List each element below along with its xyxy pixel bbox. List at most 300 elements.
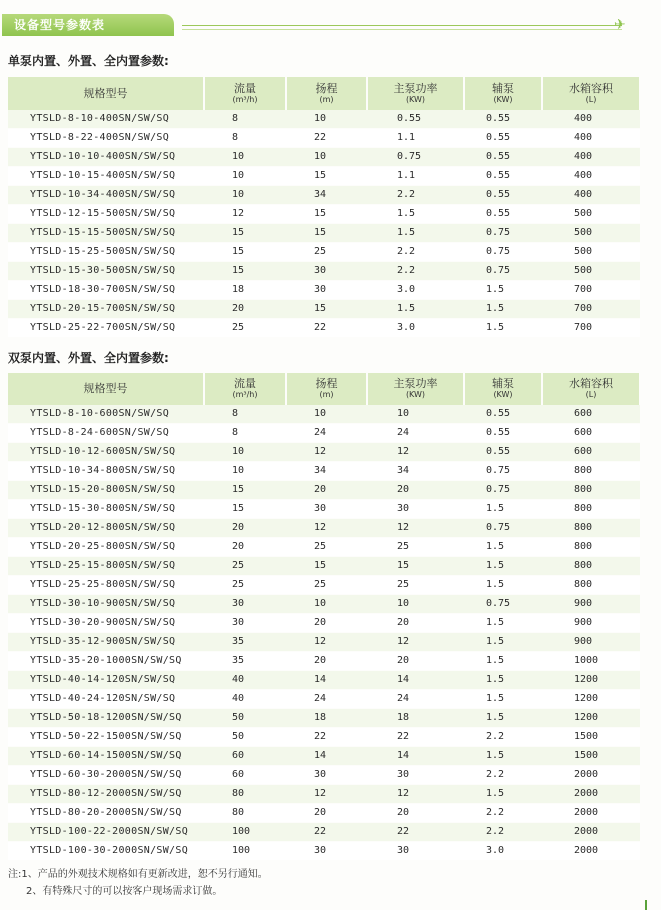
cell-head: 15: [286, 224, 367, 243]
cell-head: 12: [286, 633, 367, 652]
cell-model: YTSLD-30-10-900SN/SW/SQ: [8, 595, 204, 614]
table-body: [8, 110, 640, 338]
cell-model: YTSLD-20-25-800SN/SW/SQ: [8, 538, 204, 557]
cell-flow: 10: [204, 167, 286, 186]
table-row: [8, 823, 640, 842]
cell-model: YTSLD-25-25-800SN/SW/SQ: [8, 576, 204, 595]
table-row: [8, 300, 640, 319]
header-tab: [2, 14, 174, 36]
header-head: [286, 77, 367, 110]
cell-aux-pump: 1.5: [464, 652, 542, 671]
cell-flow: 40: [204, 671, 286, 690]
cell-tank-volume: 800: [542, 519, 640, 538]
cell-flow: 20: [204, 519, 286, 538]
cell-head: 15: [286, 167, 367, 186]
cell-aux-pump: 1.5: [464, 614, 542, 633]
header-flow: [204, 77, 286, 110]
header-head-unit: (m): [319, 94, 334, 104]
cell-model: YTSLD-10-34-800SN/SW/SQ: [8, 462, 204, 481]
cell-flow: 15: [204, 262, 286, 281]
cell-aux-pump: 1.5: [464, 633, 542, 652]
cell-flow: 15: [204, 481, 286, 500]
cell-head: 10: [286, 595, 367, 614]
cell-model: YTSLD-15-30-500SN/SW/SQ: [8, 262, 204, 281]
cell-model: YTSLD-100-22-2000SN/SW/SQ: [8, 823, 204, 842]
cell-head: 34: [286, 186, 367, 205]
cell-head: 10: [286, 405, 367, 424]
cell-flow: 20: [204, 538, 286, 557]
cell-head: 10: [286, 110, 367, 129]
cell-tank-volume: 600: [542, 443, 640, 462]
cell-head: 15: [286, 557, 367, 576]
cell-flow: 100: [204, 842, 286, 861]
cell-aux-pump: 0.55: [464, 186, 542, 205]
cell-main-power: 1.5: [367, 205, 464, 224]
cell-flow: 50: [204, 728, 286, 747]
cell-main-power: 1.1: [367, 167, 464, 186]
cell-tank-volume: 400: [542, 129, 640, 148]
cell-tank-volume: 900: [542, 614, 640, 633]
page-edge-mark: [645, 900, 647, 910]
cell-main-power: 0.75: [367, 148, 464, 167]
cell-model: YTSLD-100-30-2000SN/SW/SQ: [8, 842, 204, 861]
header-aux-pump: [464, 373, 542, 405]
cell-model: YTSLD-80-12-2000SN/SW/SQ: [8, 785, 204, 804]
cell-model: YTSLD-10-34-400SN/SW/SQ: [8, 186, 204, 205]
cell-model: YTSLD-8-24-600SN/SW/SQ: [8, 424, 204, 443]
table-row: [8, 443, 640, 462]
cell-flow: 8: [204, 129, 286, 148]
cell-tank-volume: 800: [542, 462, 640, 481]
section-header: [2, 14, 632, 38]
cell-flow: 35: [204, 633, 286, 652]
header-tank-volume-unit: (L): [585, 390, 597, 399]
cell-main-power: 30: [367, 842, 464, 861]
cell-main-power: 12: [367, 633, 464, 652]
cell-tank-volume: 1500: [542, 728, 640, 747]
cell-tank-volume: 800: [542, 538, 640, 557]
header-head: [286, 373, 367, 405]
cell-head: 18: [286, 709, 367, 728]
cell-tank-volume: 600: [542, 405, 640, 424]
cell-main-power: 24: [367, 690, 464, 709]
cell-model: YTSLD-10-15-400SN/SW/SQ: [8, 167, 204, 186]
cell-flow: 10: [204, 462, 286, 481]
cell-tank-volume: 2000: [542, 842, 640, 861]
cell-tank-volume: 1500: [542, 747, 640, 766]
cell-model: YTSLD-8-22-400SN/SW/SQ: [8, 129, 204, 148]
cell-model: YTSLD-35-20-1000SN/SW/SQ: [8, 652, 204, 671]
cell-model: YTSLD-25-15-800SN/SW/SQ: [8, 557, 204, 576]
table-row: [8, 205, 640, 224]
cell-flow: 35: [204, 652, 286, 671]
cell-head: 24: [286, 690, 367, 709]
header-tank-volume-unit: (L): [585, 94, 597, 104]
cell-flow: 100: [204, 823, 286, 842]
cell-flow: 60: [204, 747, 286, 766]
cell-head: 22: [286, 823, 367, 842]
cell-main-power: 24: [367, 424, 464, 443]
cell-main-power: 30: [367, 766, 464, 785]
cell-main-power: 22: [367, 728, 464, 747]
cell-main-power: 12: [367, 443, 464, 462]
table-row: [8, 519, 640, 538]
cell-flow: 25: [204, 557, 286, 576]
cell-flow: 40: [204, 690, 286, 709]
cell-tank-volume: 700: [542, 300, 640, 319]
cell-model: YTSLD-8-10-600SN/SW/SQ: [8, 405, 204, 424]
cell-flow: 30: [204, 614, 286, 633]
cell-model: YTSLD-35-12-900SN/SW/SQ: [8, 633, 204, 652]
cell-flow: 25: [204, 319, 286, 338]
header-aux-pump-label: 辅泵: [492, 81, 514, 95]
cell-aux-pump: 0.75: [464, 481, 542, 500]
header-main-power: [367, 373, 464, 405]
table-row: [8, 500, 640, 519]
table-row: [8, 148, 640, 167]
cell-main-power: 22: [367, 823, 464, 842]
cell-aux-pump: 2.2: [464, 823, 542, 842]
cell-main-power: 10: [367, 405, 464, 424]
cell-aux-pump: 0.55: [464, 110, 542, 129]
header-rule-secondary: [182, 29, 622, 30]
cell-tank-volume: 800: [542, 576, 640, 595]
page-title: 设备型号参数表: [14, 18, 106, 32]
cell-head: 30: [286, 281, 367, 300]
cell-tank-volume: 400: [542, 110, 640, 129]
header-head-label: 扬程: [315, 377, 338, 390]
table-row: [8, 281, 640, 300]
cell-aux-pump: 1.5: [464, 785, 542, 804]
table-row: [8, 709, 640, 728]
cell-aux-pump: 1.5: [464, 747, 542, 766]
cell-model: YTSLD-30-20-900SN/SW/SQ: [8, 614, 204, 633]
cell-main-power: 20: [367, 614, 464, 633]
cell-main-power: 10: [367, 595, 464, 614]
footnote-2: 2、有特殊尺寸的可以按客户现场需求订做。: [26, 886, 223, 897]
header-head-label: 扬程: [315, 81, 338, 95]
cell-tank-volume: 1200: [542, 709, 640, 728]
header-aux-pump-unit: (KW): [493, 94, 513, 104]
cell-head: 15: [286, 205, 367, 224]
table-row: [8, 405, 640, 424]
cell-aux-pump: 1.5: [464, 300, 542, 319]
table-row: [8, 766, 640, 785]
cell-model: YTSLD-20-15-700SN/SW/SQ: [8, 300, 204, 319]
cell-main-power: 34: [367, 462, 464, 481]
header-flow: [204, 373, 286, 405]
cell-head: 20: [286, 804, 367, 823]
cell-flow: 80: [204, 785, 286, 804]
cell-tank-volume: 900: [542, 595, 640, 614]
cell-flow: 12: [204, 205, 286, 224]
cell-aux-pump: 1.5: [464, 557, 542, 576]
cell-head: 20: [286, 614, 367, 633]
cell-flow: 10: [204, 148, 286, 167]
header-tank-volume-label: 水箱容积: [569, 81, 613, 95]
cell-model: YTSLD-60-30-2000SN/SW/SQ: [8, 766, 204, 785]
cell-flow: 10: [204, 186, 286, 205]
cell-main-power: 25: [367, 576, 464, 595]
cell-main-power: 18: [367, 709, 464, 728]
table-row: [8, 110, 640, 129]
cell-aux-pump: 3.0: [464, 842, 542, 861]
cell-tank-volume: 2000: [542, 766, 640, 785]
header-flow-label: 流量: [234, 81, 256, 95]
cell-main-power: 14: [367, 671, 464, 690]
cell-model: YTSLD-15-30-800SN/SW/SQ: [8, 500, 204, 519]
table-row: [8, 462, 640, 481]
cell-aux-pump: 1.5: [464, 671, 542, 690]
cell-tank-volume: 500: [542, 262, 640, 281]
cell-model: YTSLD-50-22-1500SN/SW/SQ: [8, 728, 204, 747]
cell-head: 12: [286, 519, 367, 538]
double-pump-table: [8, 373, 640, 861]
table-row: [8, 167, 640, 186]
table-row: [8, 785, 640, 804]
cell-main-power: 12: [367, 519, 464, 538]
cell-model: YTSLD-12-15-500SN/SW/SQ: [8, 205, 204, 224]
cell-flow: 60: [204, 766, 286, 785]
cell-model: YTSLD-8-10-400SN/SW/SQ: [8, 110, 204, 129]
header-aux-pump-label: 辅泵: [492, 377, 514, 390]
header-aux-pump-unit: (KW): [493, 390, 513, 399]
table-row: [8, 319, 640, 338]
cell-head: 25: [286, 576, 367, 595]
table-row: [8, 804, 640, 823]
cell-main-power: 3.0: [367, 281, 464, 300]
cell-aux-pump: 0.55: [464, 205, 542, 224]
cell-head: 25: [286, 243, 367, 262]
header-model-label: 规格型号: [83, 86, 128, 100]
cell-model: YTSLD-60-14-1500SN/SW/SQ: [8, 747, 204, 766]
cell-aux-pump: 0.75: [464, 224, 542, 243]
cell-tank-volume: 2000: [542, 804, 640, 823]
cell-aux-pump: 2.2: [464, 804, 542, 823]
cell-model: YTSLD-10-12-600SN/SW/SQ: [8, 443, 204, 462]
cell-model: YTSLD-10-10-400SN/SW/SQ: [8, 148, 204, 167]
cell-head: 25: [286, 538, 367, 557]
cell-tank-volume: 500: [542, 224, 640, 243]
cell-model: YTSLD-50-18-1200SN/SW/SQ: [8, 709, 204, 728]
cell-model: YTSLD-20-12-800SN/SW/SQ: [8, 519, 204, 538]
header-tank-volume: [542, 373, 640, 405]
table-row: [8, 595, 640, 614]
table-row: [8, 690, 640, 709]
cell-tank-volume: 500: [542, 243, 640, 262]
header-flow-unit: (m³/h): [232, 390, 258, 399]
header-rule: [182, 25, 622, 26]
cell-tank-volume: 1200: [542, 671, 640, 690]
cell-main-power: 20: [367, 652, 464, 671]
cell-main-power: 1.5: [367, 300, 464, 319]
cell-tank-volume: 800: [542, 481, 640, 500]
cell-flow: 80: [204, 804, 286, 823]
table-row: [8, 557, 640, 576]
cell-model: YTSLD-15-15-500SN/SW/SQ: [8, 224, 204, 243]
single-pump-table: [8, 77, 640, 338]
header-aux-pump: [464, 77, 542, 110]
cell-main-power: 12: [367, 785, 464, 804]
cell-head: 12: [286, 443, 367, 462]
footnote-1: 注:1、产品的外观技术规格如有更新改进，恕不另行通知。: [8, 869, 268, 880]
cell-head: 20: [286, 652, 367, 671]
cell-tank-volume: 700: [542, 281, 640, 300]
double-pump-title: 双泵内置、外置、全内置参数:: [8, 351, 169, 365]
table-row: [8, 671, 640, 690]
cell-head: 10: [286, 148, 367, 167]
header-main-power-label: 主泵功率: [393, 81, 438, 95]
header-flow-unit: (m³/h): [232, 94, 258, 104]
cell-head: 30: [286, 500, 367, 519]
cell-tank-volume: 1200: [542, 690, 640, 709]
cell-main-power: 20: [367, 804, 464, 823]
cell-head: 12: [286, 785, 367, 804]
cell-aux-pump: 0.75: [464, 462, 542, 481]
cell-tank-volume: 2000: [542, 823, 640, 842]
cell-tank-volume: 800: [542, 500, 640, 519]
cell-model: YTSLD-40-14-120SN/SW/SQ: [8, 671, 204, 690]
cell-main-power: 2.2: [367, 186, 464, 205]
cell-flow: 18: [204, 281, 286, 300]
cell-head: 20: [286, 481, 367, 500]
cell-aux-pump: 0.75: [464, 519, 542, 538]
cell-head: 24: [286, 424, 367, 443]
cell-model: YTSLD-80-20-2000SN/SW/SQ: [8, 804, 204, 823]
header-tank-volume-label: 水箱容积: [569, 377, 613, 390]
cell-tank-volume: 1000: [542, 652, 640, 671]
table-row: [8, 481, 640, 500]
table-row: [8, 633, 640, 652]
cell-head: 30: [286, 766, 367, 785]
cell-main-power: 25: [367, 538, 464, 557]
cell-tank-volume: 400: [542, 167, 640, 186]
cell-main-power: 1.1: [367, 129, 464, 148]
header-main-power: [367, 77, 464, 110]
table-row: [8, 262, 640, 281]
cell-flow: 20: [204, 300, 286, 319]
cell-aux-pump: 0.55: [464, 148, 542, 167]
cell-head: 30: [286, 262, 367, 281]
cell-flow: 8: [204, 424, 286, 443]
table-header-row: [8, 77, 640, 110]
cell-aux-pump: 0.75: [464, 262, 542, 281]
cell-aux-pump: 2.2: [464, 766, 542, 785]
header-main-power-unit: (KW): [405, 94, 426, 104]
table-row: [8, 224, 640, 243]
cell-flow: 30: [204, 595, 286, 614]
cell-main-power: 2.2: [367, 243, 464, 262]
table-row: [8, 576, 640, 595]
cell-head: 22: [286, 319, 367, 338]
table-row: [8, 747, 640, 766]
table-body: [8, 405, 640, 861]
table-row: [8, 186, 640, 205]
cell-aux-pump: 1.5: [464, 576, 542, 595]
table-row: [8, 129, 640, 148]
cell-flow: 10: [204, 443, 286, 462]
cell-main-power: 1.5: [367, 224, 464, 243]
header-model: [8, 373, 204, 405]
cell-tank-volume: 700: [542, 319, 640, 338]
cell-aux-pump: 0.55: [464, 129, 542, 148]
cell-head: 30: [286, 842, 367, 861]
cell-tank-volume: 600: [542, 424, 640, 443]
table-row: [8, 842, 640, 861]
cell-aux-pump: 0.55: [464, 405, 542, 424]
cell-flow: 15: [204, 224, 286, 243]
cell-flow: 50: [204, 709, 286, 728]
cell-aux-pump: 2.2: [464, 728, 542, 747]
table-row: [8, 243, 640, 262]
cell-tank-volume: 900: [542, 633, 640, 652]
cell-flow: 25: [204, 576, 286, 595]
cell-head: 34: [286, 462, 367, 481]
footnotes: [8, 866, 268, 900]
cell-tank-volume: 400: [542, 186, 640, 205]
cell-head: 15: [286, 300, 367, 319]
cell-aux-pump: 0.75: [464, 595, 542, 614]
cell-aux-pump: 1.5: [464, 709, 542, 728]
header-main-power-label: 主泵功率: [393, 377, 438, 390]
cell-main-power: 0.55: [367, 110, 464, 129]
cell-aux-pump: 1.5: [464, 538, 542, 557]
cell-aux-pump: 0.55: [464, 424, 542, 443]
cell-main-power: 14: [367, 747, 464, 766]
header-flow-label: 流量: [234, 377, 256, 390]
cell-tank-volume: 800: [542, 557, 640, 576]
table-header-row: [8, 373, 640, 405]
cell-aux-pump: 1.5: [464, 281, 542, 300]
cell-model: YTSLD-15-25-500SN/SW/SQ: [8, 243, 204, 262]
cell-tank-volume: 500: [542, 205, 640, 224]
header-main-power-unit: (KW): [405, 390, 426, 399]
cell-flow: 8: [204, 110, 286, 129]
cell-aux-pump: 1.5: [464, 319, 542, 338]
cell-aux-pump: 1.5: [464, 500, 542, 519]
cell-aux-pump: 0.55: [464, 443, 542, 462]
table-row: [8, 652, 640, 671]
single-pump-title: 单泵内置、外置、全内置参数:: [8, 54, 169, 68]
cell-aux-pump: 0.55: [464, 167, 542, 186]
cell-aux-pump: 0.75: [464, 243, 542, 262]
header-model-label: 规格型号: [83, 382, 128, 395]
cell-model: YTSLD-40-24-120SN/SW/SQ: [8, 690, 204, 709]
cell-flow: 15: [204, 500, 286, 519]
cell-head: 22: [286, 129, 367, 148]
cell-head: 14: [286, 671, 367, 690]
header-head-unit: (m): [319, 390, 334, 399]
cell-model: YTSLD-18-30-700SN/SW/SQ: [8, 281, 204, 300]
cell-main-power: 3.0: [367, 319, 464, 338]
cell-aux-pump: 1.5: [464, 690, 542, 709]
cell-main-power: 15: [367, 557, 464, 576]
cell-tank-volume: 400: [542, 148, 640, 167]
cell-main-power: 2.2: [367, 262, 464, 281]
table-row: [8, 614, 640, 633]
cell-model: YTSLD-25-22-700SN/SW/SQ: [8, 319, 204, 338]
airplane-icon: ✈: [614, 17, 626, 33]
cell-main-power: 20: [367, 481, 464, 500]
table-row: [8, 728, 640, 747]
cell-model: YTSLD-15-20-800SN/SW/SQ: [8, 481, 204, 500]
cell-head: 14: [286, 747, 367, 766]
cell-main-power: 30: [367, 500, 464, 519]
cell-flow: 8: [204, 405, 286, 424]
cell-tank-volume: 2000: [542, 785, 640, 804]
table-row: [8, 538, 640, 557]
cell-head: 22: [286, 728, 367, 747]
